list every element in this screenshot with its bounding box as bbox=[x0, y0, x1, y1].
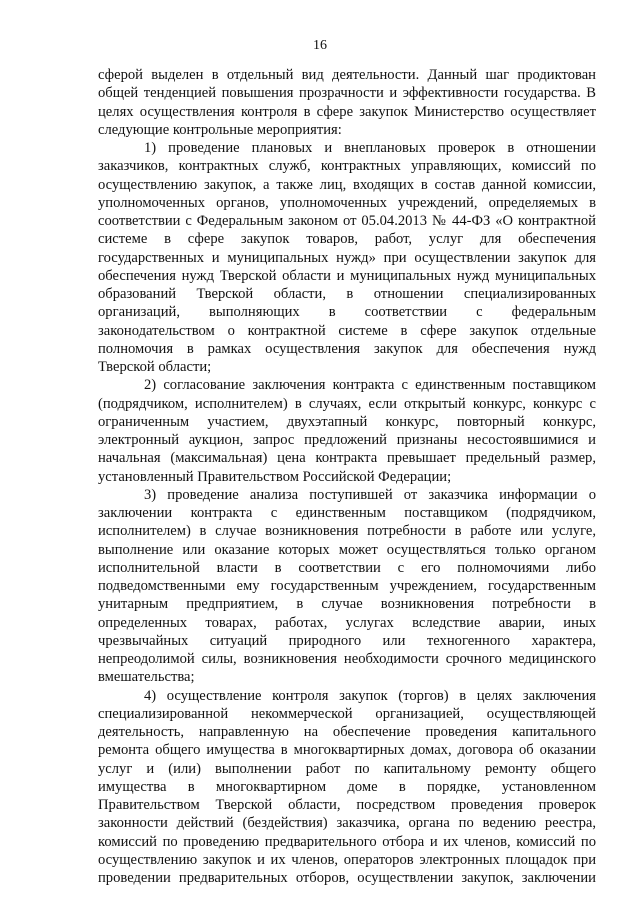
text-line: заключении контракта с единственным поставщиком (подрядчиком, bbox=[98, 505, 596, 521]
text-line: деятельность, направленную на обеспечение проведения капитального bbox=[98, 724, 596, 740]
text-line: вмешательства; bbox=[98, 669, 195, 686]
text-line: государственных и муниципальных нужд» при осуществлении закупок для bbox=[98, 249, 596, 266]
text-line: общей тенденцией повышения прозрачности и эффективности государства. В bbox=[98, 85, 596, 102]
text-line: ограниченным участием, двухэтапный конкурс, повторный конкурс, bbox=[98, 413, 596, 430]
text-line: 4) осуществление контроля закупок (торгов) в целях заключения bbox=[144, 687, 596, 704]
text-line: имущества в многоквартирном доме в порядке, установленном bbox=[98, 778, 596, 795]
text-line: обеспечения нужд Тверской области и муниципальных нужд муниципальных bbox=[98, 267, 596, 284]
page-number: 16 bbox=[313, 38, 327, 53]
text-line: целях осуществления контроля в сфере закупок Министерство осуществляет bbox=[98, 103, 596, 120]
text-line: соответствии с Федеральным законом от 05.04.2013 № 44-ФЗ «О контрактной bbox=[98, 213, 596, 229]
text-line: унитарным предприятием, в случае возникновения потребности в bbox=[98, 596, 596, 613]
text-line: исполнителем) в случае возникновения потребности в работе или услуге, bbox=[98, 523, 596, 540]
text-line: организаций, выполняющих в соответствии с федеральным bbox=[98, 304, 596, 321]
text-line: 1) проведение плановых и внеплановых проверок в отношении bbox=[144, 140, 596, 156]
body-text bbox=[98, 66, 596, 887]
text-line: 2) согласование заключения контракта с единственным поставщиком bbox=[144, 377, 596, 394]
text-line: подведомственными ему государственным учреждением, государственным bbox=[98, 578, 596, 594]
text-line: следующие контрольные мероприятия: bbox=[98, 121, 342, 138]
text-line: услуг и (или) выполнении работ по капитальному ремонту общего bbox=[98, 760, 596, 777]
text-line: электронный аукцион, запрос предложений признаны несостоявшимися и bbox=[98, 432, 596, 448]
text-line: комиссий по проведению предварительного отбора и их членов, комиссий по bbox=[98, 833, 596, 850]
text-line: начальная (максимальная) цена контракта превышает предельный размер, bbox=[98, 450, 596, 467]
text-line: заказчиков, контрактных служб, контрактных управляющих, комиссий по bbox=[98, 158, 596, 175]
text-line: ремонта общего имущества в многоквартирных домах, договора об оказании bbox=[98, 742, 596, 759]
text-line: 3) проведение анализа поступившей от заказчика информации о bbox=[144, 486, 596, 503]
text-line: осуществлению закупок, а также лиц, входящих в состав данной комиссии, bbox=[98, 176, 596, 193]
text-line: системе в сфере закупок товаров, работ, услуг для обеспечения bbox=[98, 231, 596, 248]
text-line: выполнение или оказание которых может осуществляться только органом bbox=[98, 541, 596, 558]
text-line: исполнительной власти в соответствии с его полномочиями либо bbox=[98, 559, 596, 576]
text-line: (подрядчиком, исполнителем) в случаях, если открытый конкурс, конкурс с bbox=[98, 395, 596, 412]
text-line: проведении предварительных отборов, осуществлении закупок, заключении bbox=[98, 870, 596, 886]
text-line: непреодолимой силы, возникновения необходимости срочного медицинского bbox=[98, 651, 596, 667]
text-line: установленный Правительством Российской Федерации; bbox=[98, 468, 452, 485]
text-line: определенных товарах, работах, услугах вследствие аварии, иных bbox=[98, 614, 596, 631]
text-line: специализированной некоммерческой организацией, осуществляющей bbox=[98, 705, 596, 722]
text-line: осуществлению закупок и их членов, операторов электронных площадок при bbox=[98, 851, 596, 868]
text-line: полномочия в рамках осуществления закупок для обеспечения нужд bbox=[98, 340, 596, 357]
text-line: чрезвычайных ситуаций природного или техногенного характера, bbox=[98, 632, 596, 649]
text-line: уполномоченных органов, уполномоченных учреждений, определяемых в bbox=[98, 194, 596, 211]
text-line: законодательством о контрактной системе в сфере закупок отдельные bbox=[98, 322, 596, 339]
text-line: сферой выделен в отдельный вид деятельности. Данный шаг продиктован bbox=[98, 67, 596, 83]
text-line: законности действий (бездействия) заказчика, органа по ведению реестра, bbox=[98, 815, 596, 832]
text-line: образований Тверской области, в отношении специализированных bbox=[98, 286, 596, 302]
text-line: Правительством Тверской области, посредством проведения проверок bbox=[98, 797, 596, 813]
text-line: Тверской области; bbox=[98, 359, 212, 375]
